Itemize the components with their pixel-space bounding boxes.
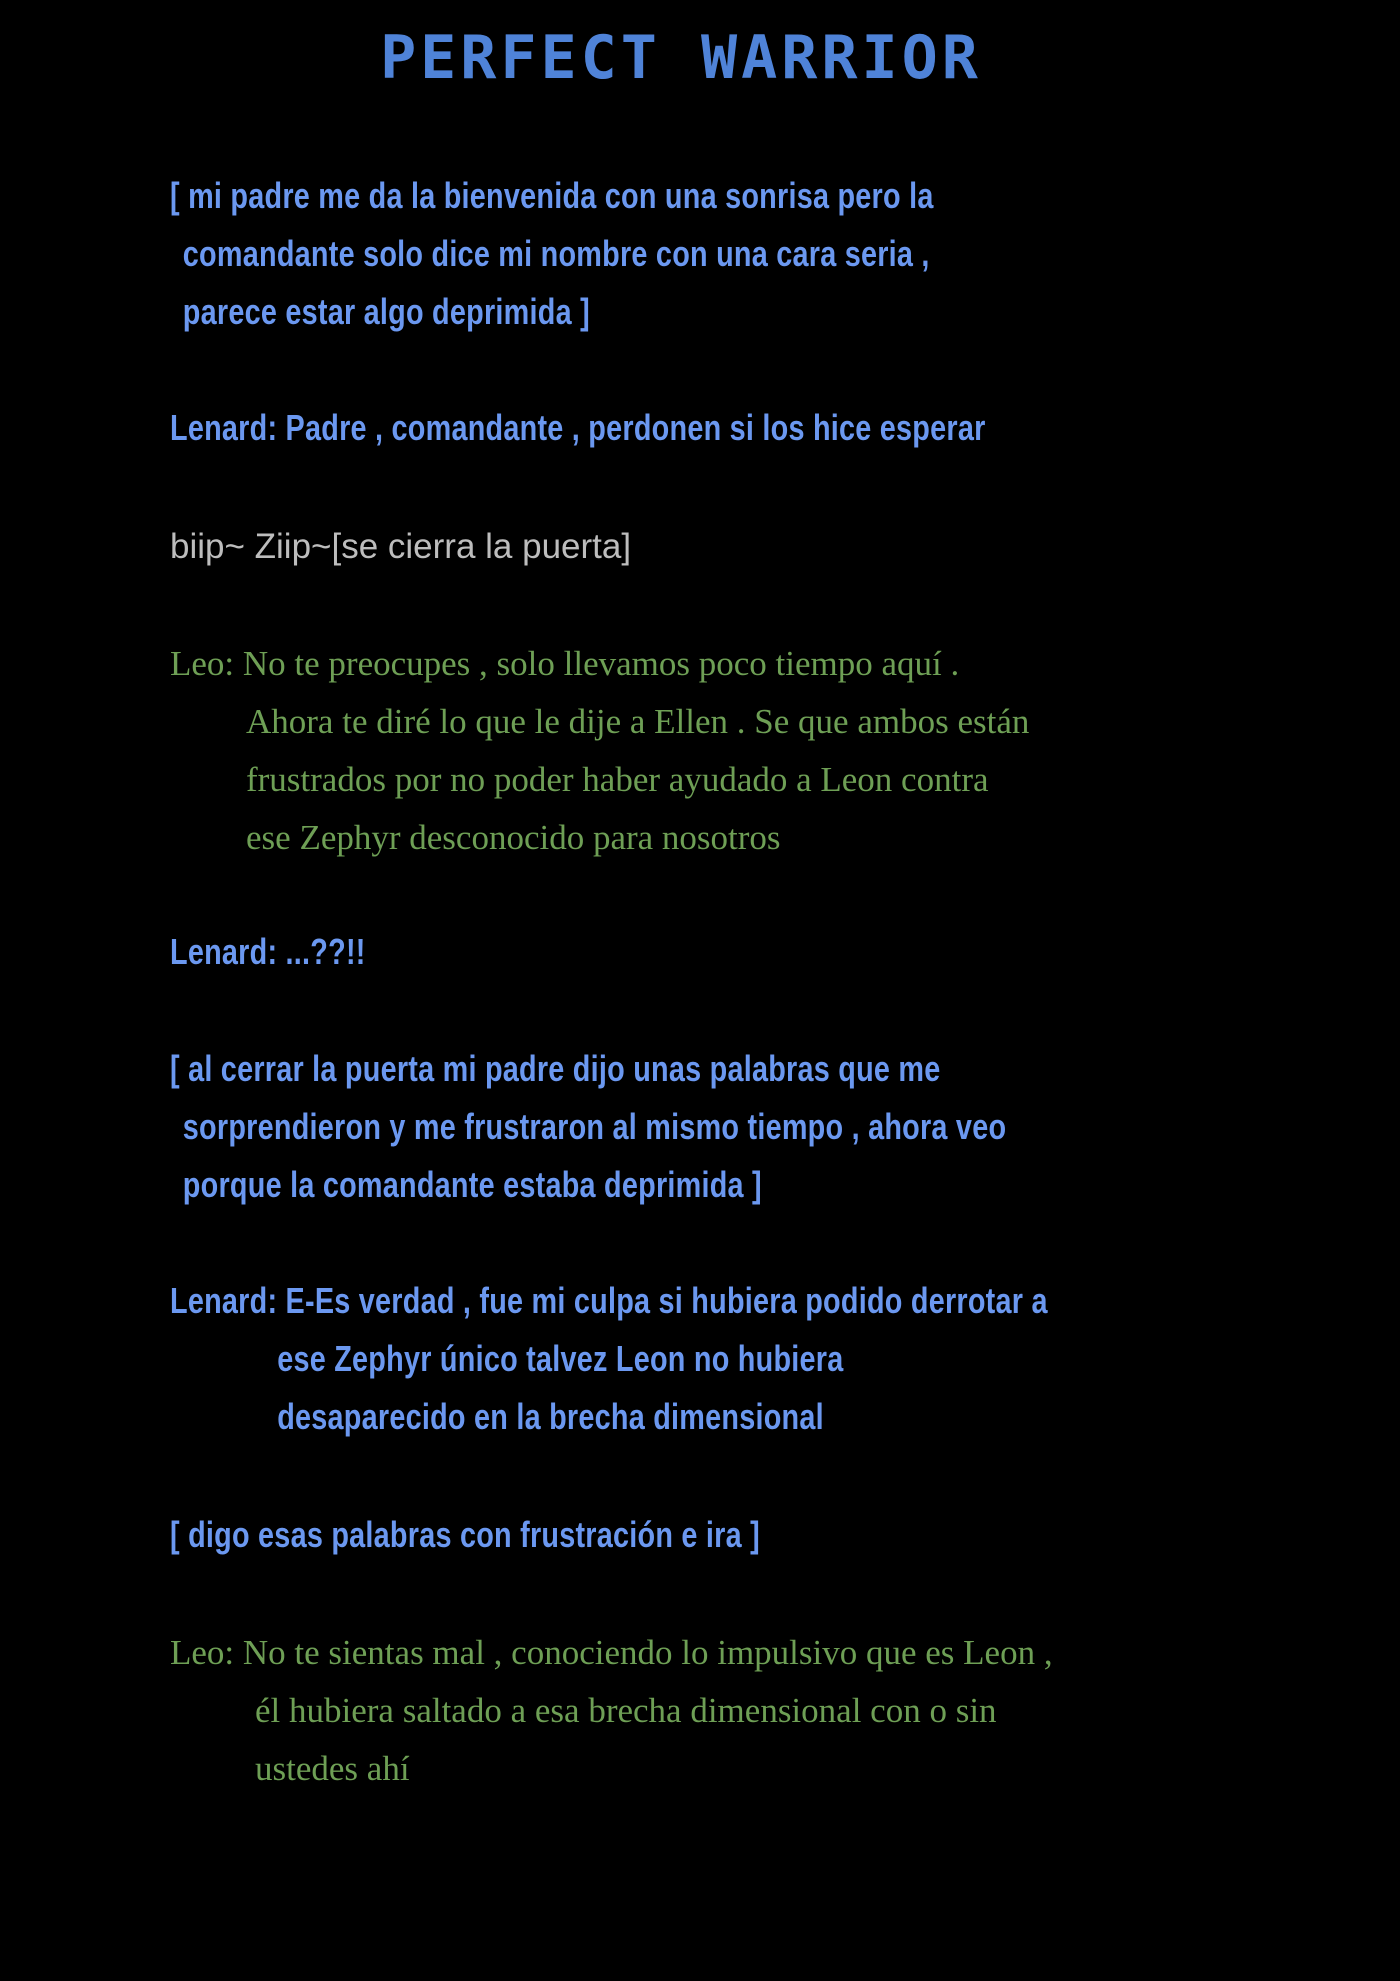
- dialogue-line: desaparecido en la brecha dimensional: [277, 1396, 824, 1437]
- narration-line: sorprendieron y me frustraron al mismo tiempo , ahora veo: [182, 1106, 1007, 1147]
- narration-line: [ mi padre me da la bienvenida con una sonrisa pero la: [170, 175, 934, 216]
- dialogue-line: ustedes ahí: [255, 1749, 410, 1788]
- narration-line: comandante solo dice mi nombre con una cara seria ,: [182, 233, 930, 274]
- dialogue-line: No te preocupes , solo llevamos poco tiempo aquí .: [242, 644, 960, 683]
- speaker-name: Lenard:: [170, 1280, 278, 1321]
- speaker-name: Lenard:: [170, 407, 278, 448]
- narration-block: [170, 1040, 1006, 1214]
- dialogue-line: él hubiera saltado a esa brecha dimensional con o sin: [255, 1691, 997, 1730]
- dialogue-line: ese Zephyr desconocido para nosotros: [246, 818, 781, 857]
- dialogue-leo: [170, 635, 1029, 867]
- narration-block: [170, 1506, 760, 1564]
- dialogue-leo: [170, 1624, 1053, 1798]
- dialogue-lenard: [170, 399, 986, 457]
- speaker-name: Leo:: [170, 1633, 235, 1672]
- dialogue-line: Ahora te diré lo que le dije a Ellen . Se que ambos están: [246, 702, 1030, 741]
- narration-line: parece estar algo deprimida ]: [182, 291, 590, 332]
- dialogue-lenard: [170, 923, 366, 981]
- dialogue-lenard: [170, 1272, 1048, 1446]
- narration-line: [ al cerrar la puerta mi padre dijo unas palabras que me: [170, 1048, 941, 1089]
- speaker-name: Lenard:: [170, 931, 278, 972]
- dialogue-line: frustrados por no poder haber ayudado a Leon contra: [246, 760, 989, 799]
- sound-effect: biip~ Ziip~[se cierra la puerta]: [170, 527, 632, 566]
- dialogue-line: ...??!!: [285, 931, 366, 972]
- dialogue-line: E-Es verdad , fue mi culpa si hubiera podido derrotar a: [285, 1280, 1048, 1321]
- dialogue-line: Padre , comandante , perdonen si los hice esperar: [285, 407, 986, 448]
- narration-line: porque la comandante estaba deprimida ]: [182, 1164, 762, 1205]
- narration-line: [ digo esas palabras con frustración e ira ]: [170, 1514, 760, 1555]
- page-title: PERFECT WARRIOR: [380, 23, 982, 93]
- speaker-name: Leo:: [170, 644, 235, 683]
- narration-block: [170, 167, 934, 341]
- dialogue-line: No te sientas mal , conociendo lo impulsivo que es Leon ,: [242, 1633, 1053, 1672]
- dialogue-line: ese Zephyr único talvez Leon no hubiera: [277, 1338, 844, 1379]
